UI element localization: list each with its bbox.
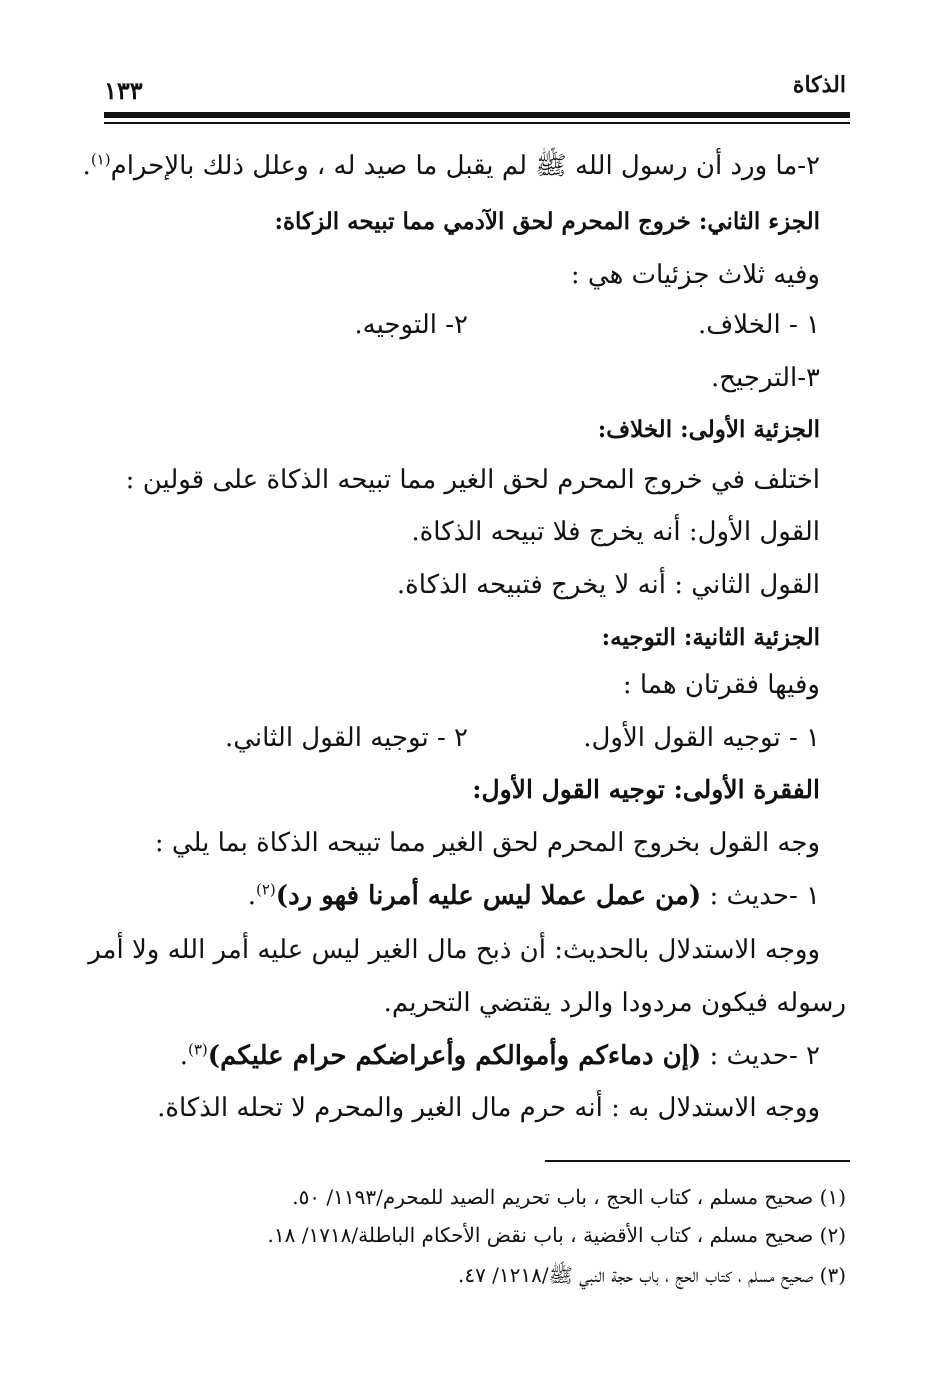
header-rule-thick [104,112,850,118]
footnote-separator [545,1160,850,1162]
section-heading-khilaf: الجزئية الأولى: الخلاف: [597,416,820,443]
footnote-1: (١) صحيح مسلم ، كتاب الحج ، باب تحريم الصيد للمحرم/١١٩٣/ ٥٠. [292,1185,846,1209]
body-line-istidlal-1-cont: رسوله فيكون مردودا والرد يقتضي التحريم. [383,988,846,1018]
body-line-two-paragraphs: وفيها فقرتان هما : [622,670,820,700]
hadith-2-end: . [179,1041,188,1071]
body-line-1 [83,146,820,186]
body-line-1-text: ٢-ما ورد أن رسول الله ﷺ لم يقبل ما صيد له ، وعلل ذلك بالإحرام [110,151,820,181]
hadith-line-2 [180,1036,820,1076]
header-rule-thin [104,122,850,124]
hadith-line-1 [248,876,820,916]
hadith-1-text: (من عمل عملا ليس عليه أمرنا فهو رد) [275,881,702,911]
list-item-tawjih: ٢- التوجيه. [354,310,468,340]
footnote-3: (٣) صحيح مسلم ، كتاب الحج ، باب حجة النبي ﷺ/١٢١٨/ ٤٧. [457,1263,846,1287]
list-item-second-opinion-justification: ٢ - توجيه القول الثاني. [224,723,468,753]
footnote-ref-2: (٢) [255,880,276,899]
section-heading-tawjih: الجزئية الثانية: التوجيه: [601,624,820,651]
footnote-ref-3: (٣) [187,1040,208,1059]
hadith-1-end: . [247,881,256,911]
body-line-sub-items-intro: وفيه ثلاث جزئيات هي : [570,260,820,290]
section-heading-part-two: الجزء الثاني: خروج المحرم لحق الآدمي مما تبيحه الزكاة: [274,208,820,235]
body-line-1-end: . [82,151,91,181]
body-line-istidlal-2: ووجه الاستدلال به : أنه حرم مال الغير والمحرم لا تحله الذكاة. [157,1093,820,1123]
body-line-wajh: وجه القول بخروج المحرم لحق الغير مما تبيحه الذكاة بما يلي : [154,828,820,858]
body-line-second-opinion: القول الثاني : أنه لا يخرج فتبيحه الذكاة. [396,570,820,600]
hadith-1-prefix: ١ -حديث : [709,881,820,911]
section-heading-first-paragraph: الفقرة الأولى: توجيه القول الأول: [472,775,820,804]
footnote-2: (٢) صحيح مسلم ، كتاب الأقضية ، باب نقض الأحكام الباطلة/١٧١٨/ ١٨. [267,1223,846,1247]
page-number: ١٣٣ [104,76,143,105]
hadith-2-prefix: ٢ -حديث : [709,1041,820,1071]
body-line-first-opinion: القول الأول: أنه يخرج فلا تبيحه الذكاة. [411,517,820,547]
list-item-first-opinion-justification: ١ - توجيه القول الأول. [583,723,820,753]
hadith-2-text: (إن دماءكم وأموالكم وأعراضكم حرام عليكم) [207,1041,702,1071]
body-line-ikhtalaf: اختلف في خروج المحرم لحق الغير مما تبيحه الذكاة على قولين : [125,465,820,495]
list-item-tarjih: ٣-الترجيح. [710,363,820,393]
body-line-istidlal-1: ووجه الاستدلال بالحديث: أن ذبح مال الغير ليس عليه أمر الله ولا أمر [88,935,820,965]
footnote-ref-1: (١) [90,150,111,169]
list-item-khilaf: ١ - الخلاف. [698,310,820,340]
running-header-title: الذكاة [792,72,846,98]
